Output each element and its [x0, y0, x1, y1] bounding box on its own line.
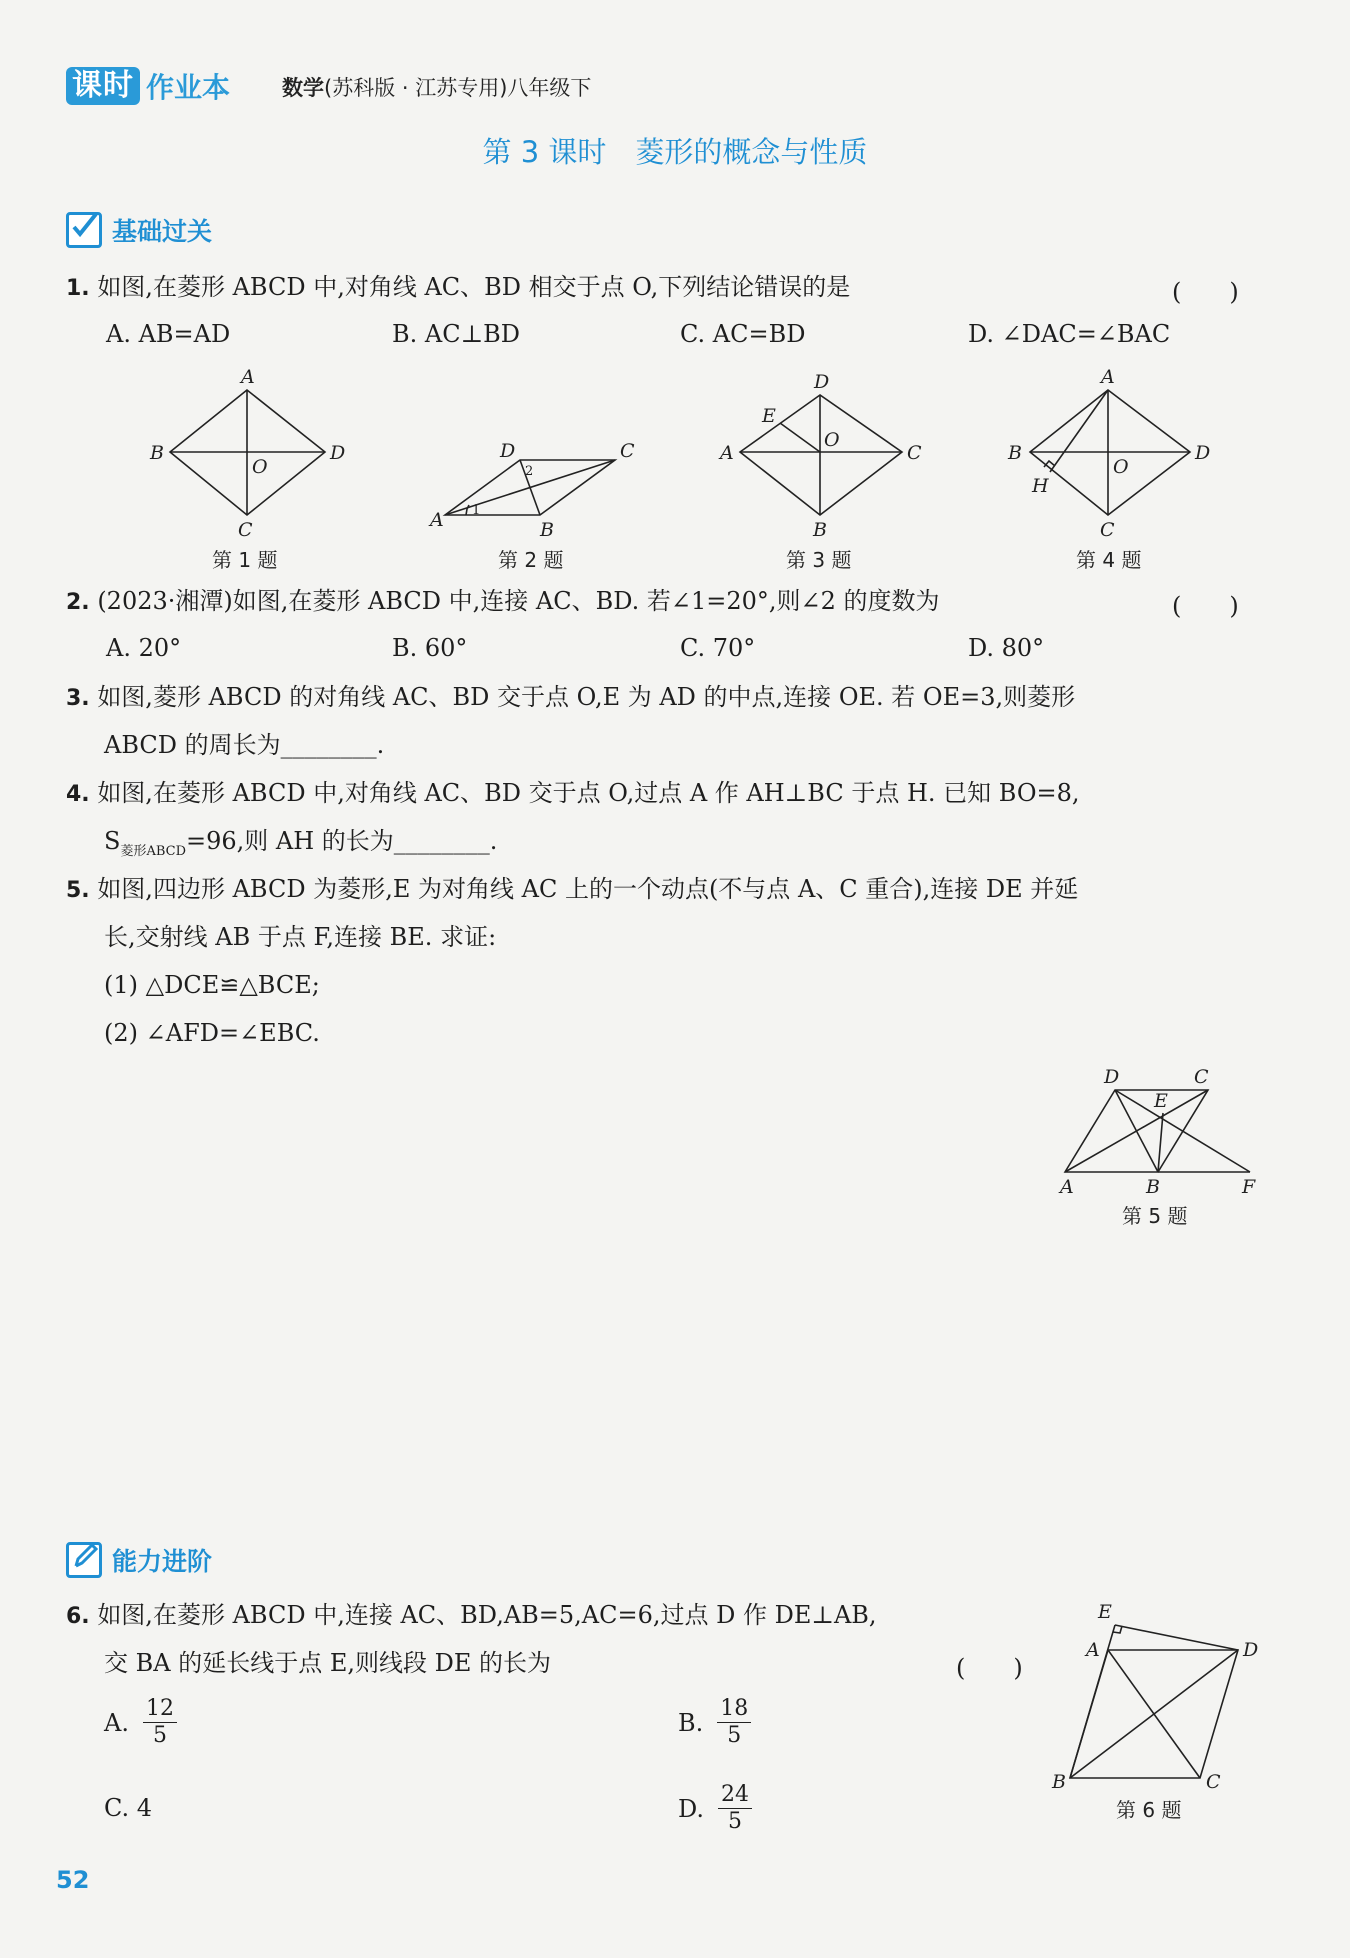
figure-1-caption: 第 1 题: [212, 548, 278, 572]
fraction: [143, 1696, 177, 1749]
label-c: C: [238, 519, 253, 541]
denominator: 5: [152, 1723, 167, 1748]
figure-1: [140, 366, 360, 550]
question-number: 3.: [66, 686, 90, 711]
numerator: 12: [143, 1696, 177, 1723]
question-4: [66, 778, 1080, 810]
subject-rest: (苏科版 · 江苏专用)八年级下: [324, 76, 592, 100]
question-6: [66, 1600, 877, 1632]
label-c: C: [1194, 1066, 1209, 1088]
angle-1-label: 1: [472, 503, 481, 518]
question-text-line1: 如图,在菱形 ABCD 中,连接 AC、BD,AB=5,AC=6,过点 D 作 DE⊥AB,: [97, 1601, 877, 1629]
label-e: E: [1098, 1601, 1112, 1623]
label-a: A: [1086, 1639, 1100, 1661]
subject-line: [282, 72, 591, 102]
option-d: D. ∠DAC=∠BAC: [968, 320, 1171, 348]
label-c: C: [1206, 1771, 1221, 1793]
denominator: 5: [727, 1723, 742, 1748]
question-text-line1: 如图,四边形 ABCD 为菱形,E 为对角线 AC 上的一个动点(不与点 A、C 重合),连接 DE 并延: [97, 875, 1079, 903]
option-a: A. 20°: [106, 634, 182, 662]
label-b: B: [1052, 1771, 1066, 1793]
brand-logo: [66, 66, 230, 106]
label-e: E: [762, 405, 776, 427]
checkbox-icon: [66, 212, 102, 248]
question-text-line1: 如图,在菱形 ABCD 中,对角线 AC、BD 交于点 O,过点 A 作 AH⊥BC 于点 H. 已知 BO=8,: [97, 779, 1080, 807]
option-b: [678, 1696, 751, 1749]
section-advanced-title: 能力进阶: [112, 1547, 213, 1576]
page-number: 52: [56, 1866, 90, 1894]
label-o: O: [1113, 456, 1129, 478]
figure-4-caption: 第 4 题: [1076, 548, 1142, 572]
figure-6-caption: 第 6 题: [1116, 1798, 1182, 1822]
numerator: 24: [718, 1782, 752, 1809]
question-5-part1: (1) △DCE≌△BCE;: [104, 971, 320, 999]
label-b: B: [1008, 442, 1022, 464]
option-label: A.: [104, 1708, 129, 1737]
label-a: A: [720, 442, 734, 464]
question-2: [66, 586, 940, 618]
question-number: 4.: [66, 782, 90, 807]
fraction: [717, 1696, 751, 1749]
label-d: D: [1195, 442, 1211, 464]
question-number: 5.: [66, 878, 90, 903]
label-b: B: [1146, 1176, 1160, 1198]
label-f: F: [1242, 1176, 1256, 1198]
label-c: C: [620, 440, 635, 462]
label-a: A: [1060, 1176, 1074, 1198]
question-number: 1.: [66, 276, 90, 301]
option-a: A. AB=AD: [106, 320, 231, 348]
question-1: [66, 272, 850, 304]
option-a: [104, 1696, 177, 1749]
figure-5: [1050, 1060, 1280, 1198]
question-text-line1: 如图,菱形 ABCD 的对角线 AC、BD 交于点 O,E 为 AD 的中点,连接 OE. 若 OE=3,则菱形: [97, 683, 1076, 711]
logo-text: 课时: [66, 67, 140, 105]
label-a: A: [1101, 366, 1115, 388]
question-3: [66, 682, 1075, 714]
question-6-line2: 交 BA 的延长线于点 E,则线段 DE 的长为: [104, 1649, 552, 1677]
figure-2: [420, 430, 650, 540]
figure-3-caption: 第 3 题: [786, 548, 852, 572]
question-4-line2: [104, 826, 497, 867]
denominator: 5: [728, 1809, 743, 1834]
lesson-title: 第 3 课时 菱形的概念与性质: [482, 135, 868, 169]
option-d: [678, 1782, 752, 1835]
figure-3: [710, 370, 940, 550]
section-basic: [66, 212, 212, 248]
pencil-icon: [66, 1542, 102, 1578]
option-c: C. 70°: [680, 634, 756, 662]
label-h: H: [1032, 475, 1049, 497]
fraction: [718, 1782, 752, 1835]
label-d: D: [1243, 1639, 1259, 1661]
subject-bold: 数学: [282, 76, 324, 100]
answer-paren: ( ): [1172, 278, 1239, 306]
label-o: O: [252, 456, 268, 478]
label-a: A: [241, 366, 255, 388]
label-b: B: [813, 519, 827, 541]
question-text: 如图,在菱形 ABCD 中,对角线 AC、BD 相交于点 O,下列结论错误的是: [97, 273, 851, 301]
figure-2-caption: 第 2 题: [498, 548, 564, 572]
label-a: A: [430, 509, 444, 531]
label-d: D: [330, 442, 346, 464]
question-5: [66, 874, 1078, 906]
question-5-line2: 长,交射线 AB 于点 F,连接 BE. 求证:: [104, 923, 497, 951]
option-label: B.: [678, 1708, 704, 1737]
figure-5-caption: 第 5 题: [1122, 1204, 1188, 1228]
option-c: C. 4: [104, 1794, 153, 1822]
answer-paren: ( ): [1172, 592, 1239, 620]
section-advanced: [66, 1542, 212, 1578]
question-3-line2: ABCD 的周长为________.: [104, 731, 385, 759]
figure-4: [1000, 366, 1230, 550]
angle-2-label: 2: [525, 464, 534, 479]
question-number: 6.: [66, 1604, 90, 1629]
label-o: O: [824, 429, 840, 451]
question-5-part2: (2) ∠AFD=∠EBC.: [104, 1019, 320, 1047]
label-b: B: [150, 442, 164, 464]
label-d: D: [814, 371, 830, 393]
label-c: C: [907, 442, 922, 464]
question-text: (2023·湘潭)如图,在菱形 ABCD 中,连接 AC、BD. 若∠1=20°,则∠2 的度数为: [97, 587, 940, 615]
option-b: B. AC⊥BD: [392, 320, 521, 348]
label-e: E: [1154, 1090, 1168, 1112]
label-c: C: [1100, 519, 1115, 541]
option-d: D. 80°: [968, 634, 1045, 662]
area-subscript: 菱形ABCD: [120, 843, 187, 859]
label-b: B: [540, 519, 554, 541]
numerator: 18: [717, 1696, 751, 1723]
option-c: C. AC=BD: [680, 320, 806, 348]
answer-paren: ( ): [956, 1654, 1023, 1682]
option-b: B. 60°: [392, 634, 468, 662]
figure-6: [1040, 1590, 1280, 1793]
question-text-rest: =96,则 AH 的长为________.: [186, 827, 498, 855]
label-d: D: [500, 440, 516, 462]
question-number: 2.: [66, 590, 90, 615]
option-label: D.: [678, 1794, 705, 1823]
label-d: D: [1104, 1066, 1120, 1088]
logo-rest: 作业本: [146, 71, 231, 104]
section-basic-title: 基础过关: [112, 217, 213, 246]
area-symbol: S: [104, 827, 121, 855]
